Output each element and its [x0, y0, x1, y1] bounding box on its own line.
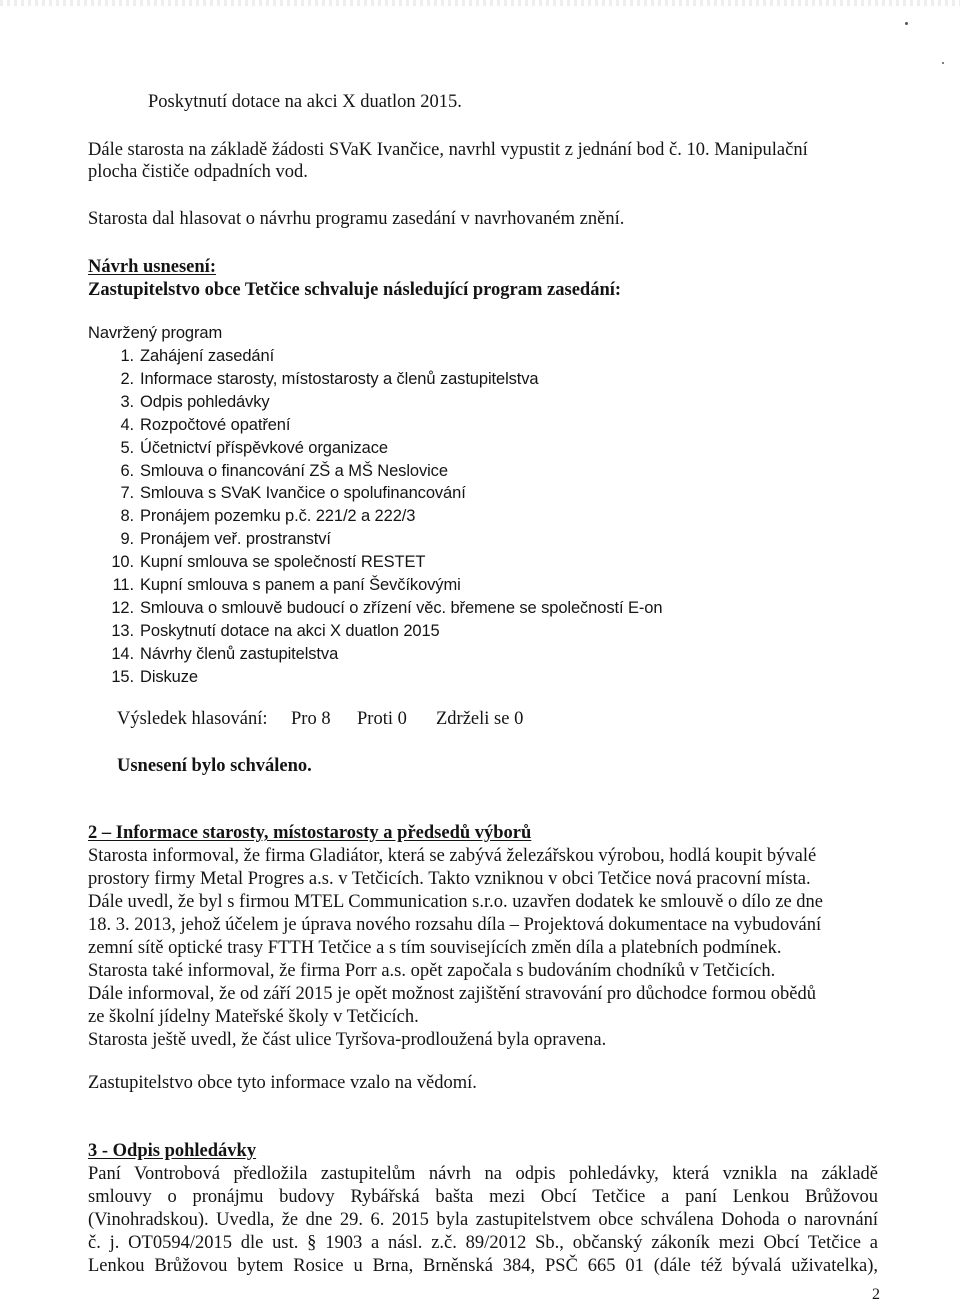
- program-item: [104, 574, 461, 596]
- program-item: [104, 460, 448, 482]
- program-item-text: Účetnictví příspěvkové organizace: [140, 438, 388, 457]
- vote-label: Výsledek hlasování:: [117, 709, 268, 729]
- program-item: [104, 345, 274, 367]
- program-item-number: 10.: [111, 553, 134, 572]
- section-2-line: prostory firmy Metal Progres a.s. v Tetčicích. Takto vzniknou v obci Tetčice nová pracovní místa.: [88, 869, 811, 889]
- section-3-line: smlouvy o pronájmu budovy Rybářská bašta mezi Obcí Tetčice a paní Lenkou Brůžovou: [88, 1187, 878, 1207]
- program-item-number: 2.: [120, 369, 134, 388]
- section-3-line: Lenkou Brůžovou bytem Rosice u Brna, Brněnská 384, PSČ 665 01 (dále též bývalá uživatelka),: [88, 1256, 878, 1276]
- program-item-text: Kupní smlouva s panem a paní Ševčíkovými: [140, 576, 461, 594]
- program-title: Navržený program: [88, 324, 223, 342]
- section-2-line: Dále informoval, že od září 2015 je opět možnost zajištění stravování pro důchodce formou obědů: [88, 984, 816, 1004]
- program-item-text: Smlouva o smlouvě budoucí o zřízení věc. břemene se společností E-on: [140, 598, 663, 617]
- program-item-text: Odpis pohledávky: [140, 392, 270, 411]
- scan-speck: [905, 22, 908, 25]
- section-2-line: zemní sítě optické trasy FTTH Tetčice a s tím souvisejících změn díla a platebních podmínek.: [88, 938, 782, 958]
- program-item-text: Rozpočtové opatření: [140, 415, 291, 434]
- program-item-number: 6.: [120, 461, 134, 480]
- section-2-heading: 2 – Informace starosty, místostarosty a předsedů výborů: [88, 823, 532, 843]
- program-item-number: 4.: [120, 415, 134, 434]
- vote-zdrzeli: Zdrželi se 0: [436, 709, 524, 729]
- intro-line: Dále starosta na základě žádosti SVaK Ivančice, navrhl vypustit z jednání bod č. 10. Manipulační: [88, 140, 808, 160]
- program-item-number: 11.: [112, 576, 134, 594]
- program-item-text: Návrhy členů zastupitelstva: [140, 644, 339, 663]
- section-2-line: Starosta ještě uvedl, že část ulice Tyršova-prodloužená byla opravena.: [88, 1030, 607, 1050]
- program-item-number: 12.: [111, 598, 134, 617]
- program-item-text: Smlouva s SVaK Ivančice o spolufinancování: [140, 484, 466, 503]
- section-2-line: 18. 3. 2013, jehož účelem je úprava nového rozsahu díla – Projektová dokumentace na vybudování: [88, 915, 822, 935]
- program-item-text: Poskytnutí dotace na akci X duatlon 2015: [140, 621, 440, 640]
- vote-pro: Pro 8: [291, 709, 331, 729]
- intro-line: Poskytnutí dotace na akci X duatlon 2015.: [148, 92, 462, 112]
- program-item-number: 3.: [120, 392, 134, 411]
- vote-proti: Proti 0: [357, 709, 407, 729]
- program-item-text: Pronájem pozemku p.č. 221/2 a 222/3: [140, 507, 416, 526]
- program-item: [104, 666, 198, 688]
- section-2-note: Zastupitelstvo obce tyto informace vzalo na vědomí.: [88, 1073, 477, 1093]
- proposal-resolution: Zastupitelstvo obce Tetčice schvaluje následující program zasedání:: [88, 280, 622, 300]
- program-item-text: Informace starosty, místostarosty a členů zastupitelstva: [140, 369, 539, 388]
- program-item: [104, 620, 440, 642]
- program-item: [104, 597, 662, 619]
- section-3-line: (Vinohradskou). Uvedla, že dne 29. 6. 2015 byla zastupitelstvem obce schválena Dohoda o narovnání: [88, 1210, 878, 1230]
- program-item-number: 14.: [111, 644, 134, 663]
- program-item-text: Kupní smlouva se společností RESTET: [140, 553, 426, 572]
- section-3-line: č. j. OT0594/2015 dle ust. § 1903 a násl. z.č. 89/2012 Sb., občanský zákoník mezi Obcí Tetčice a: [88, 1233, 878, 1253]
- program-item: [104, 643, 338, 665]
- program-item-number: 13.: [111, 621, 134, 640]
- program-item-text: Zahájení zasedání: [140, 347, 275, 365]
- program-item: [104, 437, 388, 459]
- program-item-number: 1.: [120, 347, 134, 365]
- program-item-text: Diskuze: [140, 667, 198, 686]
- page-number: 2: [872, 1286, 880, 1303]
- section-2-line: ze školní jídelny Mateřské školy v Tetčicích.: [88, 1007, 419, 1027]
- intro-line: plocha čističe odpadních vod.: [88, 162, 308, 182]
- scan-speck: [942, 62, 944, 64]
- scan-edge-artifact: [0, 0, 960, 6]
- section-2-line: Dále uvedl, že byl s firmou MTEL Communication s.r.o. uzavřen dodatek ke smlouvě o dílo ze dne: [88, 892, 824, 912]
- section-3-line: Paní Vontrobová předložila zastupitelům návrh na odpis pohledávky, která vznikla na základě: [88, 1164, 878, 1184]
- program-item-number: 8.: [120, 507, 134, 526]
- vote-result: Usnesení bylo schváleno.: [117, 756, 312, 776]
- program-item: [104, 482, 466, 504]
- program-item-text: Smlouva o financování ZŠ a MŠ Neslovice: [140, 461, 448, 480]
- program-item: [104, 528, 331, 550]
- program-item-number: 9.: [120, 530, 134, 549]
- program-item: [104, 368, 539, 390]
- program-item: [104, 414, 290, 436]
- program-item: [104, 505, 415, 527]
- section-2-line: Starosta také informoval, že firma Porr a.s. opět započala s budováním chodníků v Tetčicích.: [88, 961, 776, 981]
- program-item: [104, 391, 270, 413]
- intro-line: Starosta dal hlasovat o návrhu programu zasedání v navrhovaném znění.: [88, 209, 625, 229]
- program-item-text: Pronájem veř. prostranství: [140, 530, 331, 549]
- section-2-line: Starosta informoval, že firma Gladiátor, která se zabývá železářskou výrobou, hodlá koupit bývalé: [88, 846, 817, 866]
- program-item: [104, 551, 425, 573]
- section-3-heading: 3 - Odpis pohledávky: [88, 1141, 257, 1161]
- proposal-heading: Návrh usnesení:: [88, 257, 216, 277]
- program-item-number: 5.: [120, 438, 134, 457]
- program-item-number: 15.: [111, 667, 134, 686]
- program-item-number: 7.: [120, 484, 134, 503]
